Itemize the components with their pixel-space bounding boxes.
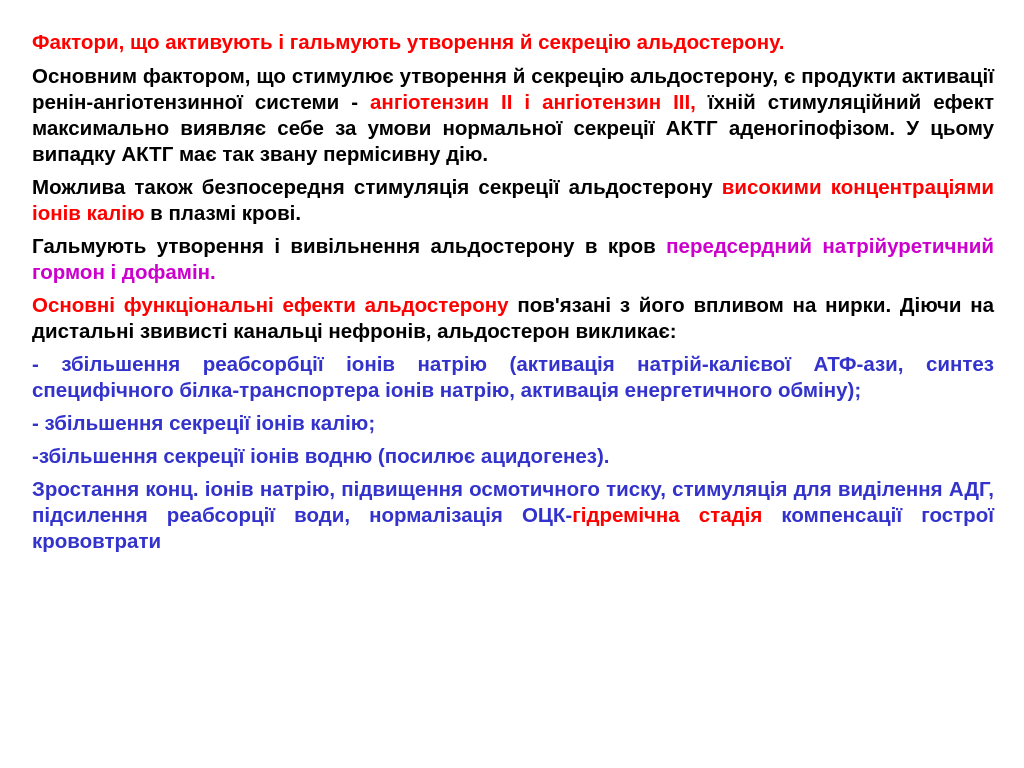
paragraph-inhibitors	[32, 234, 994, 286]
paragraph-text: пов'язані з його впливом на нирки. Діючи на дистальні звивисті канальці нефронів, альдостерон викликає:	[32, 294, 994, 343]
list-item-text: -збільшення секреції іонів водню (посилює ацидогенез).	[32, 445, 610, 468]
list-item-sodium	[32, 352, 994, 404]
paragraph-text: Зростання конц. іонів натрію, підвищення осмотичного тиску, стимуляція для виділення АДГ, підсилення реабсорції води, нормалізація ОЦК-	[32, 478, 994, 527]
list-item-text: - збільшення реабсорбції іонів натрію (активація натрій-калієвої АТФ-ази, синтез специфічного білка-транспортера іонів натрію, активація енергетичного обміну);	[32, 353, 994, 402]
slide-title	[32, 30, 994, 56]
paragraph-potassium	[32, 175, 994, 227]
highlight-effects: Основні функціональні ефекти альдостерону	[32, 294, 509, 317]
paragraph-main-factor	[32, 64, 994, 168]
paragraph-text: Основним фактором, що стимулює утворення й секрецію альдостерону, є продукти активації ренін-ангіотензинної системи -	[32, 65, 994, 114]
highlight-inhibitors: передсердний натрійуретичний гормон і дофамін.	[32, 235, 994, 284]
list-item-hydrogen	[32, 444, 994, 470]
paragraph-text: в плазмі крові.	[144, 202, 302, 225]
paragraph-text: їхній стимуляційний ефект максимально виявляє себе за умови нормальної секреції АКТГ аденогіпофізом. У цьому випадку АКТГ має так звану пермісивну дію.	[32, 91, 994, 166]
slide-content	[32, 30, 994, 750]
list-item-potassium	[32, 411, 994, 437]
paragraph-text: Гальмують утворення і вивільнення альдостерону в кров	[32, 235, 667, 258]
list-item-text: - збільшення секреції іонів калію;	[32, 412, 376, 435]
highlight-potassium: високими концентраціями іонів калію	[32, 176, 994, 225]
paragraph-effects	[32, 293, 994, 345]
paragraph-text: компенсації гострої крововтрати	[32, 504, 994, 553]
highlight-angiotensin: ангіотензин II і ангіотензин III,	[370, 91, 696, 114]
paragraph-text: Можлива також безпосередня стимуляція секреції альдостерону	[32, 176, 722, 199]
paragraph-conclusion	[32, 477, 994, 555]
highlight-stage: гідремічна стадія	[572, 504, 763, 527]
title-text: Фактори, що активують і гальмують утворення й секрецію альдостерону.	[32, 31, 785, 54]
